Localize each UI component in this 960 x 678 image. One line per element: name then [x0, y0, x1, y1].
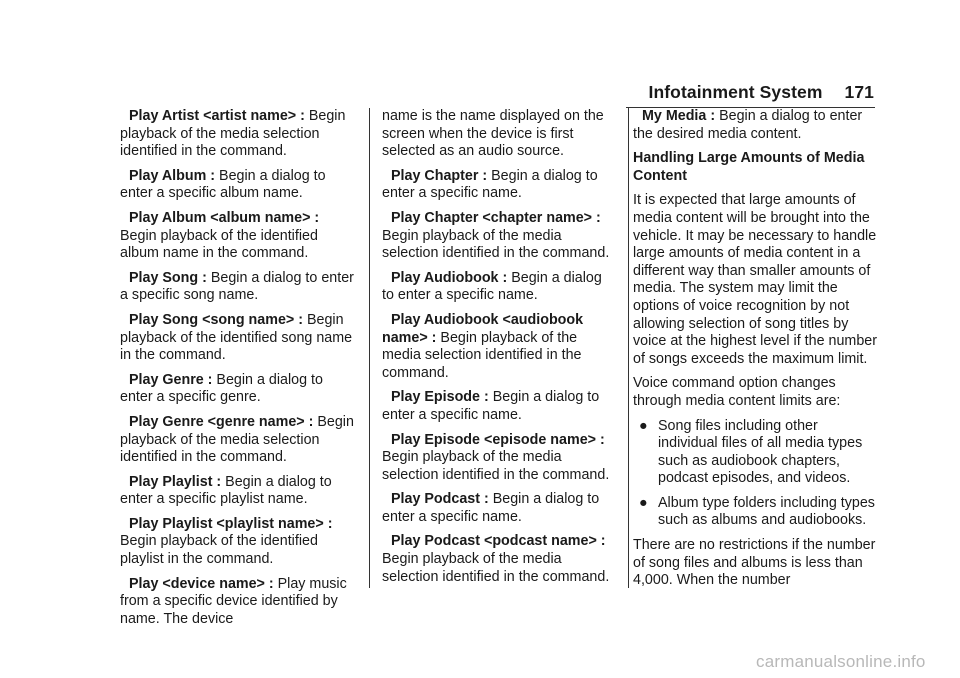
command-entry: Play <device name> : Play music from a specific device identified by name. The device [120, 575, 347, 627]
command-name: Play Song [129, 269, 199, 286]
command-description: Begin playback of the media selection identified in the command. [382, 449, 610, 483]
command-description: Play music from a specific device identified by name. The device [120, 575, 347, 627]
middle-column [382, 108, 614, 593]
command-description: Begin playback of the media selection identified in the command. [120, 413, 354, 466]
watermark: carmanualsonline.info [756, 652, 926, 671]
command-entry: Play Song <song name> : Begin playback of the identified song name in the command. [120, 311, 353, 364]
command-name: Play Playlist [129, 473, 213, 490]
command-entry: Play Chapter <chapter name> : Begin playback of the media selection identified in the command. [382, 209, 610, 262]
continued-paragraph: name is the name displayed on the screen when the device is first selected as an audio source. [382, 108, 604, 160]
command-entry: Play Podcast <podcast name> : Begin playback of the media selection identified in the command. [382, 533, 610, 585]
command-name: Play Chapter [391, 167, 479, 184]
command-entry: Play Album <album name> : Begin playback of the identified album name in the command. [120, 209, 320, 262]
page-number: 171 [844, 82, 874, 102]
command-name: Play Audiobook <audiobook name> [382, 311, 584, 346]
command-name: Play <device name> [129, 575, 265, 592]
command-description: Begin playback of the media selection identified in the command. [382, 329, 582, 381]
command-entry: Play Artist <artist name> : Begin playback of the media selection identified in the command. [120, 108, 346, 160]
list-item: ● Song files including other individual files of all media types such as audiobook chapters, podcast episodes, and videos. [639, 417, 863, 487]
command-description: Begin a dialog to enter a specific genre. [120, 371, 323, 406]
command-name: Play Episode <episode name> [391, 431, 597, 448]
command-description: Begin a dialog to enter a specific name. [382, 491, 600, 525]
command-entry: Play Album : Begin a dialog to enter a specific album name. [120, 167, 326, 202]
command-description: Begin playback of the media selection identified in the command. [120, 108, 346, 160]
command-description: Begin playback of the identified playlist in the command. [120, 533, 318, 568]
left-column [120, 108, 358, 635]
command-entry: Play Audiobook : Begin a dialog to enter a specific name. [382, 269, 602, 304]
command-description: Begin playback of the identified album name in the command. [120, 227, 318, 262]
command-name: Play Episode [391, 389, 480, 406]
command-entry: Play Podcast : Begin a dialog to enter a specific name. [382, 491, 600, 525]
command-name: Play Chapter <chapter name> [391, 209, 593, 226]
command-entry: Play Genre : Begin a dialog to enter a specific genre. [120, 371, 323, 406]
command-name: Play Playlist <playlist name> [129, 515, 324, 532]
command-name: Play Album [129, 167, 207, 184]
command-description: Begin a dialog to enter a specific name. [382, 269, 602, 304]
body-paragraph: Voice command option changes through media content limits are: [633, 375, 841, 409]
subheading: Handling Large Amounts of Media Content [633, 150, 865, 184]
command-entry: Play Episode <episode name> : Begin playback of the media selection identified in the command. [382, 431, 610, 483]
command-entry: Play Chapter : Begin a dialog to enter a specific name. [382, 167, 598, 202]
command-description: Begin playback of the identified song name in the command. [120, 311, 353, 364]
body-paragraph: It is expected that large amounts of media content will be brought into the vehicle. It may be necessary to handle large amounts of media content in a different way than smaller amounts of media. The system may limit the options of voice recognition by not allowing selection of song titles by voice at the highest level if the number of songs exceeds the maximum limit. [633, 192, 877, 367]
command-entry: Play Genre <genre name> : Begin playback of the media selection identified in the command. [120, 413, 354, 466]
command-name: My Media [642, 108, 707, 124]
command-description: Begin a dialog to enter a specific playlist name. [120, 473, 332, 508]
command-description: Begin a dialog to enter a specific name. [382, 389, 600, 423]
command-entry: Play Playlist <playlist name> : Begin playback of the identified playlist in the command. [120, 515, 333, 568]
command-name: Play Genre <genre name> [129, 413, 305, 430]
page-header [0, 82, 874, 103]
command-description: Begin a dialog to enter a specific name. [382, 167, 598, 202]
command-entry: Play Audiobook <audiobook name> : Begin playback of the media selection identified in the command. [382, 311, 584, 381]
command-name: Play Artist <artist name> [129, 108, 297, 124]
command-description: Begin a dialog to enter the desired media content. [633, 108, 863, 142]
command-entry: Play Playlist : Begin a dialog to enter a specific playlist name. [120, 473, 332, 508]
command-name: Play Album <album name> [129, 209, 311, 226]
command-name: Play Genre [129, 371, 204, 388]
section-title: Infotainment System [648, 82, 823, 102]
column-divider-1 [369, 108, 370, 588]
bullet-icon: ● [639, 494, 648, 511]
command-name: Play Audiobook [391, 269, 499, 286]
command-entry: My Media : Begin a dialog to enter the desired media content. [633, 108, 863, 142]
command-description: Begin a dialog to enter a specific album name. [120, 167, 326, 202]
right-column [633, 108, 878, 597]
command-entry: Play Song : Begin a dialog to enter a specific song name. [120, 269, 354, 304]
command-description: Begin playback of the media selection identified in the command. [382, 551, 610, 585]
body-paragraph: There are no restrictions if the number of song files and albums is less than 4,000. When the number [633, 537, 876, 589]
command-name: Play Podcast <podcast name> [391, 533, 597, 550]
command-name: Play Podcast [391, 491, 480, 508]
command-entry: Play Episode : Begin a dialog to enter a specific name. [382, 389, 600, 423]
command-name: Play Song <song name> [129, 311, 295, 328]
command-description: Begin playback of the media selection identified in the command. [382, 227, 610, 262]
list-item: ● Album type folders including types such as albums and audiobooks. [639, 494, 875, 529]
command-description: Begin a dialog to enter a specific song name. [120, 269, 354, 304]
column-divider-2 [628, 108, 629, 588]
bullet-icon: ● [639, 417, 648, 434]
bullet-list [633, 418, 878, 531]
